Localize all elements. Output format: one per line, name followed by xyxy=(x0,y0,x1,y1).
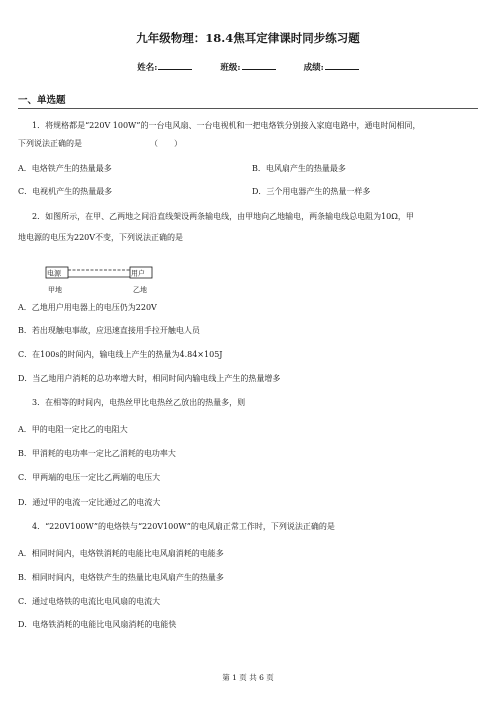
score-field xyxy=(304,61,359,73)
name-blank xyxy=(158,69,192,70)
q3-option-b: B．甲消耗的电功率一定比乙消耗的电功率大 xyxy=(18,449,176,458)
source-label: 电源 xyxy=(47,269,61,278)
section-heading: 一、单选题 xyxy=(18,95,66,106)
class-field xyxy=(220,61,275,73)
circuit-figure xyxy=(34,262,164,322)
q2-option-a: A．乙地用户用电器上的电压仍为220V xyxy=(18,303,157,312)
q2-option-c: C．在100s的时间内，输电线上产生的热量为4.84×105J xyxy=(18,350,223,359)
q4-stem: 4．“220V100W”的电烙铁与“220V100W”的电风扇正常工作时，下列说法正确的是 xyxy=(32,522,335,531)
name-label: 姓名: xyxy=(137,63,158,73)
q1-option-b: B．电风扇产生的热量最多 xyxy=(252,164,346,173)
student-info-row xyxy=(0,61,496,73)
q4-option-a: A．相同时间内，电烙铁消耗的电能比电风扇消耗的电能多 xyxy=(18,549,224,558)
q4-option-c: C．通过电烙铁的电流比电风扇的电流大 xyxy=(18,597,161,606)
section-divider xyxy=(18,108,478,109)
q4-option-b: B．相同时间内，电烙铁产生的热量比电风扇产生的热量多 xyxy=(18,573,224,582)
q3-option-d: D．通过甲的电流一定比通过乙的电流大 xyxy=(18,498,161,507)
circuit-diagram xyxy=(34,262,164,322)
name-field xyxy=(137,61,192,73)
q3-option-a: A．甲的电阻一定比乙的电阻大 xyxy=(18,425,128,434)
q1-option-a: A．电烙铁产生的热量最多 xyxy=(18,164,112,173)
page-footer: 第 1 页 共 6 页 xyxy=(222,673,274,682)
q1-option-c: C．电视机产生的热量最多 xyxy=(18,187,113,196)
q2-stem-cont: 地电源的电压为220V不变，下列说法正确的是 xyxy=(18,233,184,242)
q3-stem: 3．在相等的时间内，电热丝甲比电热丝乙放出的热量多，则 xyxy=(32,398,246,407)
q1-stem: 1．将规格都是“220V 100W”的一台电风扇、一台电视机和一把电烙铁分别接入家庭电路中，通电时间相同， xyxy=(32,121,421,130)
class-label: 班级: xyxy=(220,63,241,73)
location-a-label: 甲地 xyxy=(48,286,62,294)
q4-option-d: D．电烙铁消耗的电能比电风扇消耗的电能快 xyxy=(18,620,177,629)
score-blank xyxy=(325,69,359,70)
q1-stem-cont: 下列说法正确的是 （ ） xyxy=(18,139,182,148)
class-blank xyxy=(242,69,276,70)
q2-option-d: D．当乙地用户消耗的总功率增大时，相同时间内输电线上产生的热量增多 xyxy=(18,374,281,383)
q1-option-d: D．三个用电器产生的热量一样多 xyxy=(252,187,371,196)
user-label: 用户 xyxy=(131,269,145,278)
location-b-label: 乙地 xyxy=(133,286,147,294)
q3-option-c: C．甲两端的电压一定比乙两端的电压大 xyxy=(18,473,161,482)
q2-option-b: B．若出现触电事故，应迅速直接用手拉开触电人员 xyxy=(18,326,200,335)
document-title: 九年级物理：18.4焦耳定律课时同步练习题 xyxy=(136,31,360,45)
q2-stem: 2．如图所示，在甲、乙两地之间沿直线架设两条输电线，由甲地向乙地输电，两条输电线总电阻为10Ω，甲 xyxy=(32,212,414,221)
score-label: 成绩: xyxy=(303,63,324,73)
